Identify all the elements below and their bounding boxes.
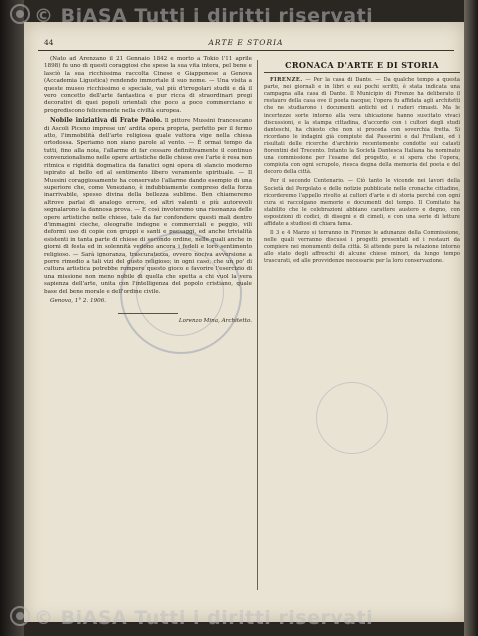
left-paragraph-1: (Nato ad Arenzano il 21 Gennaio 1842 e morto a Tokio l'11 aprile 1898) fu uno di questi coraggiosi che spese la sua vita intera, pel bene e lasciò la sua ricchissima raccolta Cinese e Giapponese a Genova (Accademia Ligustica) rendendo immortale il suo nome. — Una visita a queste museo ricchissimo e speciale, val più d'irregolari studii e dà il vero concetto dell'arte fantastica e pur ricca di straordinari pregi decorativi di quei popoli orientali che poco a poco commerciano e progrediscono felicemente nella civiltà europea.: [44, 56, 252, 114]
chronicle-entry: [264, 178, 460, 228]
chronicle-entry: [264, 77, 460, 176]
chronicle-entry: [264, 230, 460, 265]
document-page: [24, 22, 464, 622]
entry-text: Il 3 e 4 Marzo si terranno in Firenze le adunanze della Commissione, nelle quali verranno discussi i progetti presentati ed i restauri da compiere nei monumenti della città. Si attende pure la relazione intorno allo stato degli affreschi di alcune chiese minori, da lungo tempo trascurati, ed alle provvidenze necessarie per la loro conservazione.: [264, 230, 460, 265]
left-column: [44, 56, 252, 586]
entry-place: FIRENZE.: [270, 77, 303, 84]
scan-gutter-right: [464, 0, 478, 636]
page-header: [38, 36, 454, 51]
author-signature: Lorenzo Mina, Architetto.: [178, 318, 252, 325]
section-paragraph: [44, 117, 252, 296]
section-heading: Nobile iniziativa di Frate Paolo.: [50, 117, 163, 125]
chronicle-title: CRONACA D'ARTE E DI STORIA: [264, 56, 460, 73]
running-title: ARTE E STORIA: [208, 38, 284, 47]
dateline: Genova, 1° 2. 1906.: [50, 298, 107, 304]
column-divider: [257, 60, 258, 590]
section-body: Il pittore Mussini francescano di Ascoli Piceno imprese un' ardita opera propria, perfetto per il fermo atto, l'immobilità dell'arte religiosa quale vuttora vige nella chiesa ortodossa. Speriamo non siano parole al vento. — È ormai tempo da tutti, fino alla noia, l'allarme di far cessare definitivamente il continuo convenzionalismo nelle opere artistiche delle chiese ove l'arte è resa non ritmica e rigidità dogmatica da fanatici ogni opera di slancio moderno ispirato al bello ed al sentimento libero veramente spirituale. — Il Mussini coraggiosamente ha conservato l'allarme dando esempio di una superiore che, come Veneziano, è indubbiamente compreso della forza inarrivabile, spesso divina della bellezza sublime. Ben chiameremo altrove parlai di analogo errore, ed altri valenti e più autorevoli segnalarono la dannosa prova. — E così invoteremo una risonanza delle opere artistiche nelle chiese, tale da far confondere questi mali dentro d'immagini cieche, oleografie indegne e commerciali e peggio, vili deformi uso di copie con gruppi e santi e paesaggi, ed anche trivialità esistenti in tanta parte di chiese di secondo ordine, nelle quali anche in giorni di festa ed in solennità vedono ancora i fedeli e loro sentimento religioso. — Sarà ignoranza, trascuratezza, ovvero nociva avversione a porre rimedio a tali vizi del gusto religioso; in ogni caso, che un po' di cultura artistica potrebbe rompere questo gioco e favorire l'esercizio di una missione non meno nobile di quella che spetta a chi vuol la vera sapienza dell'arte, unita con l'intelligenza del popolo cristiano, quale base del bene morale e dell'ordine civile.: [44, 118, 253, 295]
copyright-logo-icon: [10, 4, 30, 24]
page-number: 44: [44, 38, 54, 47]
copyright-logo-icon: [10, 606, 30, 626]
signature-rule: [118, 313, 178, 314]
entry-text: Per il secondo Centenario. — Ciò tanto le vicende nei lavori della Società del Pergolato e delle notizie pubblicate nelle cronache cittadine, ricorderemo l'appello rivolto ai cultori d'arte e di storia perché con ogni cura si raccolgano memorie e documenti del tempo. Il Comitato ha stabilito che le celebrazioni abbiano carattere austero e degno, con esposizioni di codici, di disegni e di cimeli, e con una serie di letture affidate a studiosi di chiara fama.: [264, 178, 460, 227]
entry-text: — Per la casa di Dante. — Da qualche tempo a questa parte, nei giornali e in libri e sui pochi scritti, è stata indicata una campagna alla casa di Dante. Il Municipio di Firenze ha deliberato il restauro della casa ove il poeta nacque; l'opera fu affidata agli architetti che ne studiarono i documenti antichi ed i ruderi rimasti. Ma le incertezze sorte intorno alla vera ubicazione hanno suscitato vivaci discussioni, e la stampa cittadina, d'accordo con i cultori degli studi danteschi, ha chiesto che non si proceda con soverchia fretta. Si ricordano le indagini già compiute dal Passerini e dal Frullani, ed i risultati delle ricerche d'archivio recentemente condotte sui catasti fiorentini del Trecento. Intanto la Società Dantesca Italiana ha nominato una commissione per l'esame del progetto, e si spera che l'opera, compiuta con ogni scrupolo, riesca degna della memoria del poeta e del decoro della città.: [264, 77, 460, 176]
scan-gutter-left: [0, 0, 24, 636]
watermark-top-text: © BiASA Tutti i diritti riservati: [34, 5, 374, 27]
watermark-top: [10, 4, 373, 27]
watermark-bottom: [10, 606, 373, 629]
watermark-bottom-text: © BiASA Tutti i diritti riservati: [34, 607, 374, 629]
right-column: [264, 56, 460, 596]
